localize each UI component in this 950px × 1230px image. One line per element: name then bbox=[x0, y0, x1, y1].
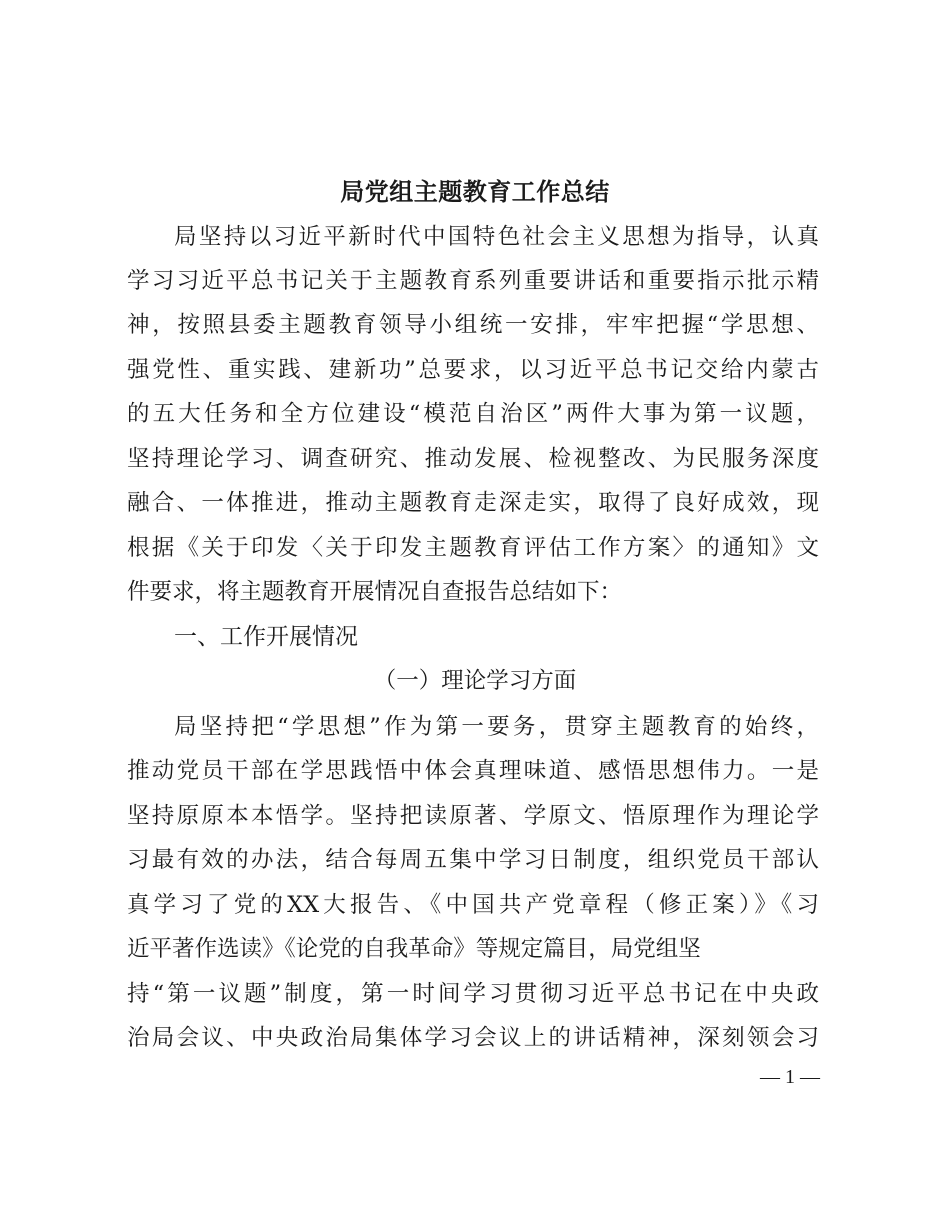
page-number: — 1 — bbox=[760, 1066, 820, 1088]
intro-line: 学习习近平总书记关于主题教育系列重要讲话和重要指示批示精 bbox=[127, 268, 819, 294]
intro-line: 的五大任务和全方位建设“模范自治区”两件大事为第一议题， bbox=[127, 401, 819, 427]
intro-line: 根据《关于印发〈关于印发主题教育评估工作方案〉的通知》文 bbox=[127, 535, 819, 561]
body-line: 局坚持把“学思想”作为第一要务，贯穿主题教育的始终， bbox=[174, 714, 819, 740]
body-line: 真学习了党的XX大报告、《中国共产党章程（修正案）》《习 bbox=[127, 892, 819, 918]
subsection-heading: （一）理论学习方面 bbox=[373, 668, 577, 694]
body-line: 近平著作选读》《论党的自我革命》等规定篇目，局党组坚 bbox=[127, 936, 701, 962]
body-line: 治局会议、中央政治局集体学习会议上的讲话精神，深刻领会习 bbox=[127, 1025, 819, 1051]
intro-line: 强党性、重实践、建新功”总要求，以习近平总书记交给内蒙古 bbox=[127, 357, 819, 383]
body-line: 推动党员干部在学思践悟中体会真理味道、感悟思想伟力。一是 bbox=[127, 758, 819, 784]
body-line: 习最有效的办法，结合每周五集中学习日制度，组织党员干部认 bbox=[127, 847, 819, 873]
body-line: 持“第一议题”制度，第一时间学习贯彻习近平总书记在中央政 bbox=[127, 981, 819, 1007]
intro-line: 神，按照县委主题教育领导小组统一安排，牢牢把握“学思想、 bbox=[127, 312, 819, 338]
section-heading: 一、工作开展情况 bbox=[174, 624, 358, 650]
intro-line: 件要求，将主题教育开展情况自查报告总结如下： bbox=[127, 579, 623, 605]
document-title: 局党组主题教育工作总结 bbox=[340, 177, 610, 206]
body-line: 坚持原原本本悟学。坚持把读原著、学原文、悟原理作为理论学 bbox=[127, 803, 819, 829]
intro-line: 坚持理论学习、调查研究、推动发展、检视整改、为民服务深度 bbox=[127, 446, 819, 472]
intro-line: 局坚持以习近平新时代中国特色社会主义思想为指导，认真 bbox=[174, 224, 819, 250]
intro-line: 融合、一体推进，推动主题教育走深走实，取得了良好成效，现 bbox=[127, 490, 819, 516]
